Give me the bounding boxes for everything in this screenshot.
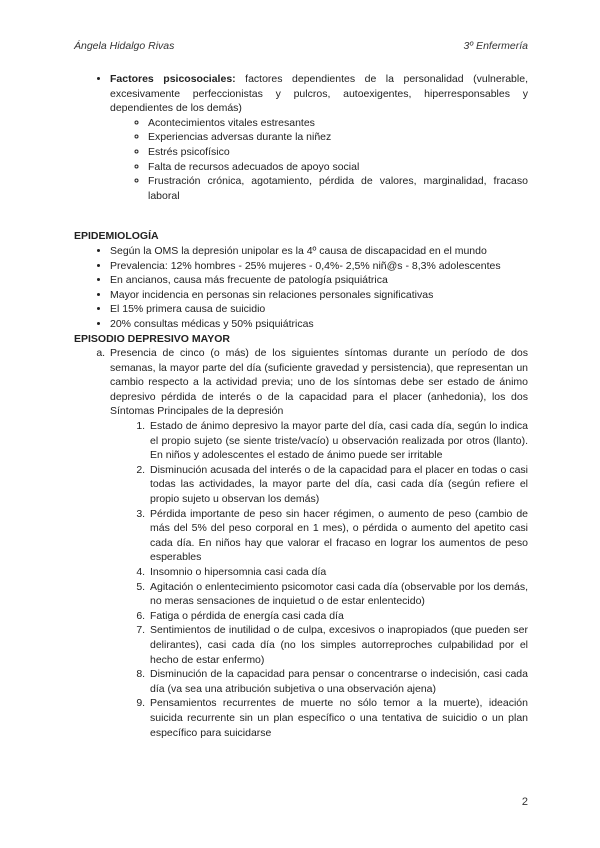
page-number: 2 xyxy=(521,796,528,808)
psychosocial-subitems xyxy=(110,116,528,204)
symptom-item: 1. Estado de ánimo depresivo la mayor parte del día, casi cada día, según lo indica el propio sujeto (se siente triste/vacío) u observación realizada por otros (llanto). En niños y adolescentes el estado de ánimo puede ser irritable xyxy=(148,419,528,463)
section-title-epidemiologia: EPIDEMIOLOGÍA xyxy=(74,230,159,243)
list-item: ◦ Experiencias adversas durante la niñez xyxy=(148,130,528,145)
symptom-item: 4. Insomnio o hipersomnia casi cada día xyxy=(148,565,528,580)
header-author: Ángela Hidalgo Rivas xyxy=(74,40,175,52)
list-item: ◦ Falta de recursos adecuados de apoyo social xyxy=(148,160,528,175)
header-course: 3º Enfermería xyxy=(463,40,528,52)
symptom-item: 5. Agitación o enlentecimiento psicomotor casi cada día (observable por los demás, no meras sensaciones de inquietud o de estar enlentecido) xyxy=(148,580,528,609)
criterion-a xyxy=(108,346,528,740)
psychosocial-factors-text: factores dependientes de la personalidad (vulnerable, excesivamente perfeccionistas y pulcros, autoexigentes, hiperresponsables y dependientes de los demás) xyxy=(110,73,528,115)
epidemiology-list xyxy=(74,244,528,332)
list-item: ◦ Acontecimientos vitales estresantes xyxy=(148,116,528,131)
document-body xyxy=(74,72,528,740)
list-item: ◦ Estrés psicofísico xyxy=(148,145,528,160)
symptom-item: 8. Disminución de la capacidad para pensar o concentrarse o indecisión, casi cada día (va sea una atribución subjetiva o una observación ajena) xyxy=(148,667,528,696)
list-item: • 20% consultas médicas y 50% psiquiátricas xyxy=(110,317,528,332)
list-item: • En ancianos, causa más frecuente de patología psiquiátrica xyxy=(110,273,528,288)
psychosocial-factors-label: Factores psicosociales: xyxy=(110,73,236,85)
symptom-item: 2. Disminución acusada del interés o de la capacidad para el placer en todas o casi todas las actividades, la mayor parte del día, casi cada día (según refiere el propio sujeto u observan los demás) xyxy=(148,463,528,507)
psychosocial-factors-item xyxy=(110,72,528,203)
list-item: ◦ Frustración crónica, agotamiento, pérdida de valores, marginalidad, fracaso laboral xyxy=(148,174,528,203)
symptom-item: 3. Pérdida importante de peso sin hacer régimen, o aumento de peso (cambio de más del 5% del peso corporal en 1 mes), o pérdida o aumento del apetito casi cada día. En niños hay que valorar el fracaso en lograr los aumentos de peso esperables xyxy=(148,507,528,565)
symptom-item: 9. Pensamientos recurrentes de muerte no sólo temor a la muerte), ideación suicida recurrente sin un plan específico o una tentativa de suicidio o un plan específico para suicidarse xyxy=(148,696,528,740)
section-title-episodio: EPISODIO DEPRESIVO MAYOR xyxy=(74,332,230,345)
criterion-a-text: Presencia de cinco (o más) de los siguientes síntomas durante un período de dos semanas, la mayor parte del día (suficiente gravedad y persistencia), que representan un cambio respecto a la actividad previa; uno de los síntomas debe ser estado de ánimo depresivo pérdida de interés o de la capacidad para el placer (anhedonia), los dos Síntomas Principales de la depresión xyxy=(110,347,528,418)
criteria-list xyxy=(74,346,528,740)
symptom-list xyxy=(110,419,528,740)
list-item: • Según la OMS la depresión unipolar es la 4º causa de discapacidad en el mundo xyxy=(110,244,528,259)
symptom-item: 6. Fatiga o pérdida de energía casi cada día xyxy=(148,609,528,624)
list-item: • Prevalencia: 12% hombres - 25% mujeres - 0,4%- 2,5% niñ@s - 8,3% adolescentes xyxy=(110,259,528,274)
list-item: • El 15% primera causa de suicidio xyxy=(110,302,528,317)
list-item: • Mayor incidencia en personas sin relaciones personales significativas xyxy=(110,288,528,303)
psychosocial-list xyxy=(74,72,528,203)
symptom-item: 7. Sentimientos de inutilidad o de culpa, excesivos o inapropiados (que pueden ser delirantes), casi cada día (no los simples autorreproches culpabilidad por el hecho de estar enfermo) xyxy=(148,623,528,667)
